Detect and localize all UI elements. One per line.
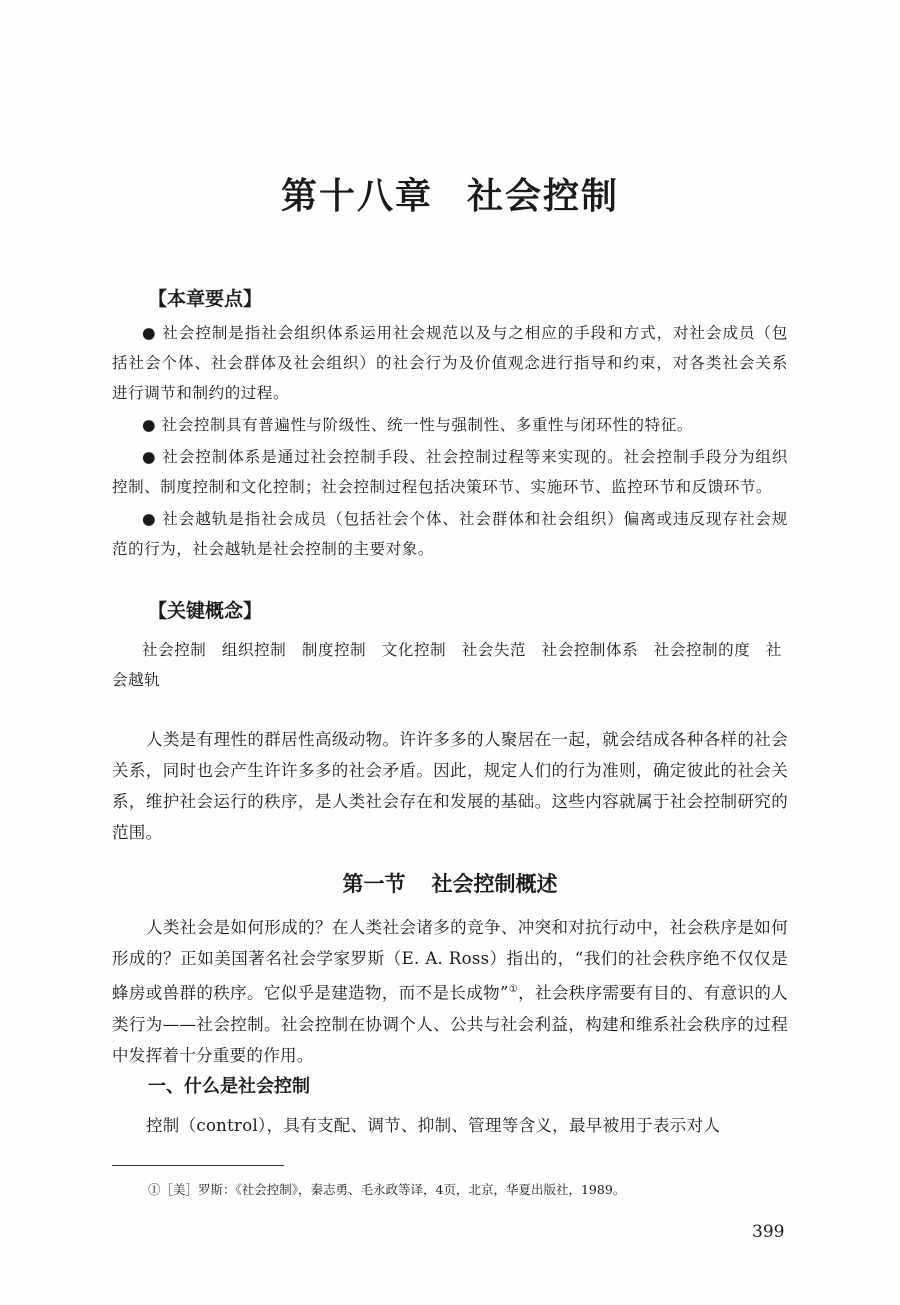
chapter-number: 第十八章	[280, 176, 433, 217]
footnote-mark: ①	[508, 984, 519, 995]
key-point-item: ● 社会控制具有普遍性与阶级性、统一性与强制性、多重性与闭环性的特征。	[142, 416, 693, 434]
key-points-heading: 【本章要点】	[148, 288, 263, 310]
bullet-icon: ●	[142, 416, 157, 434]
key-point-item: ● 社会控制体系是通过社会控制手段、社会控制过程等来实现的。社会控制手段分为组织控制、制度控制和文化控制；社会控制过程包括决策环节、实施环节、监控环节和反馈环节。	[112, 448, 788, 496]
chapter-title	[0, 168, 900, 219]
section-name: 社会控制概述	[431, 872, 558, 896]
chapter-name: 社会控制	[467, 176, 620, 217]
section-number: 第一节	[342, 872, 406, 896]
bullet-icon: ●	[142, 448, 157, 466]
bullet-icon: ●	[142, 510, 157, 528]
section-title	[0, 868, 900, 898]
key-point-item: ● 社会越轨是指社会成员（包括社会个体、社会群体和社会组织）偏离或违反现存社会规范的行为，社会越轨是社会控制的主要对象。	[112, 510, 788, 558]
footnote: ①［美］罗斯：《社会控制》，秦志勇、毛永政等译，4页，北京，华夏出版社，1989。	[148, 1182, 626, 1197]
key-concepts-heading: 【关键概念】	[148, 600, 263, 622]
bullet-icon: ●	[142, 324, 157, 342]
key-points-list	[112, 318, 788, 566]
intro-paragraph: 人类是有理性的群居性高级动物。许许多多的人聚居在一起，就会结成各种各样的社会关系，同时也会产生许许多多的社会矛盾。因此，规定人们的行为准则，确定彼此的社会关系，维护社会运行的秩序，是人类社会存在和发展的基础。这些内容就属于社会控制研究的范围。	[112, 730, 788, 842]
page-number: 399	[752, 1222, 785, 1242]
key-concepts-list: 社会控制 组织控制 制度控制 文化控制 社会失范 社会控制体系 社会控制的度 社会越轨	[112, 641, 782, 689]
subsection-paragraph: 控制（control），具有支配、调节、抑制、管理等含义，最早被用于表示对人	[146, 1116, 721, 1135]
key-point-item: ● 社会控制是指社会组织体系运用社会规范以及与之相应的手段和方式，对社会成员（包括社会个体、社会群体及社会组织）的社会行为及价值观念进行指导和约束，对各类社会关系进行调节和制约的过程。	[112, 324, 788, 402]
footnote-divider	[112, 1165, 284, 1166]
section-paragraph: 人类社会是如何形成的？在人类社会诸多的竞争、冲突和对抗行动中，社会秩序是如何形成的？正如美国著名社会学家罗斯（E. A. Ross）指出的，“我们的社会秩序绝不仅仅是蜂房或兽群的秩序。它似乎是建造物，而不是长成物”①，社会秩序需要有目的、有意识的人类行为——社会控制。社会控制在协调个人、公共与社会利益，构建和维系社会秩序的过程中发挥着十分重要的作用。	[112, 918, 788, 1065]
subsection-title: 一、什么是社会控制	[148, 1076, 310, 1097]
